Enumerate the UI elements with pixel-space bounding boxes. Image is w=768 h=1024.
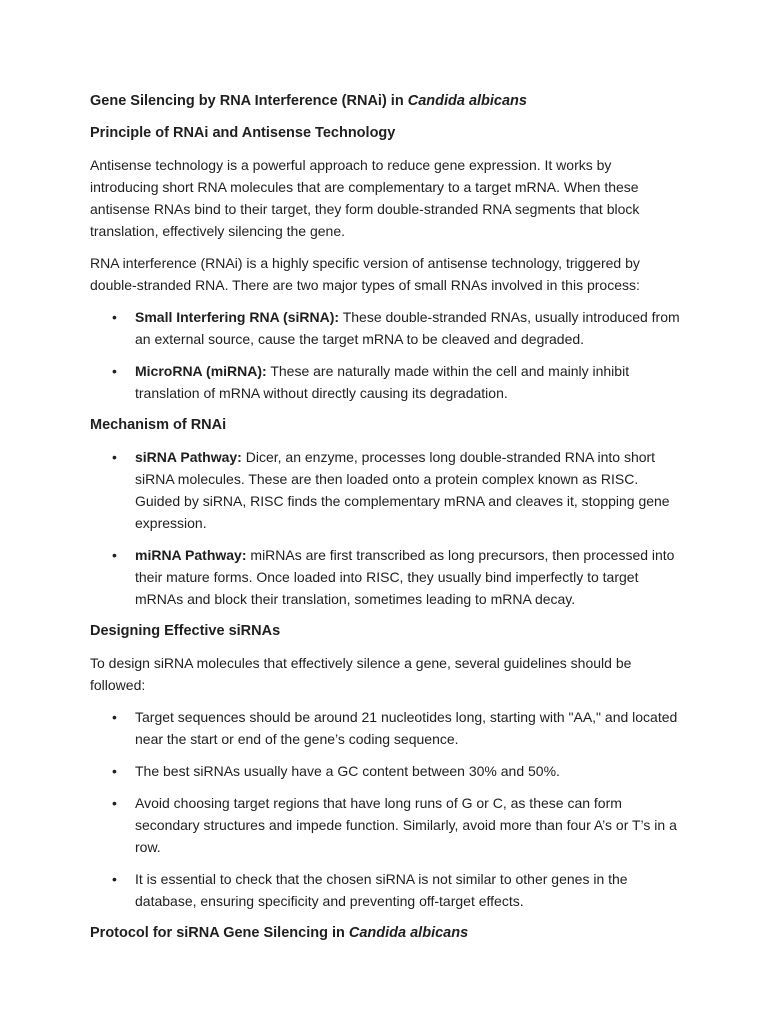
bullet-icon: • [112,795,117,811]
bullet-icon: • [112,871,117,887]
protocol-heading-text: Protocol for siRNA Gene Silencing in [90,925,349,941]
list-item-mirna [90,360,682,404]
bullet-icon: • [112,449,117,465]
list-item [90,760,682,782]
list-item-text: miRNAs are first transcribed as long precursors, then processed into their mature forms. Once loaded into RISC, they usually bind imperfectly to target mRNAs and block their translation, sometimes leading to mRNA decay. [135,547,675,607]
list-item-mirna-pathway [90,544,682,610]
document-page [90,90,682,954]
bullet-icon: • [112,547,117,563]
section-heading-protocol [90,922,682,944]
paragraph-rnai: RNA interference (RNAi) is a highly specific version of antisense technology, triggered by double-stranded RNA. There are two major types of small RNAs involved in this process: [90,255,640,293]
title-organism: Candida albicans [407,93,527,109]
protocol-heading-organism: Candida albicans [348,925,469,941]
bullet-icon: • [112,309,117,325]
section-heading-mechanism: Mechanism of RNAi [90,417,227,433]
list-item-text: It is essential to check that the chosen siRNA is not similar to other genes in the database, ensuring specificity and preventing off-target effects. [135,871,628,909]
list-item-term: Small Interfering RNA (siRNA): [135,309,340,325]
list-item-sirna-pathway [90,446,682,534]
list-item-term: siRNA Pathway: [135,449,242,465]
mechanism-list [90,446,682,610]
bullet-icon: • [112,363,117,379]
list-item-text: These double-stranded RNAs, usually introduced from an external source, cause the target mRNA to be cleaved and degraded. [135,309,680,347]
bullet-icon: • [112,763,117,779]
list-item-text: The best siRNAs usually have a GC content between 30% and 50%. [135,763,560,779]
list-item-term: MicroRNA (miRNA): [135,363,267,379]
list-item-text: Target sequences should be around 21 nucleotides long, starting with "AA," and located near the start or end of the gene’s coding sequence. [135,709,678,747]
list-item-term: miRNA Pathway: [135,547,247,563]
title-text: Gene Silencing by RNA Interference (RNAi) in [90,93,408,109]
list-item-text: Dicer, an enzyme, processes long double-stranded RNA into short siRNA molecules. These are then loaded onto a protein complex known as RISC. Guided by siRNA, RISC finds the complementary mRNA and cleaves it, stopping gene expression. [135,449,670,531]
design-guidelines-list [90,706,682,912]
list-item-text: These are naturally made within the cell and mainly inhibit translation of mRNA without directly causing its degradation. [135,363,630,401]
list-item-sirna [90,306,682,350]
paragraph-design-intro: To design siRNA molecules that effectively silence a gene, several guidelines should be followed: [90,655,632,693]
section-heading-principle: Principle of RNAi and Antisense Technology [90,125,396,141]
section-heading-designing: Designing Effective siRNAs [90,623,281,639]
list-item-text: Avoid choosing target regions that have long runs of G or C, as these can form secondary structures and impede function. Similarly, avoid more than four A’s or T’s in a row. [135,795,677,855]
document-title [90,90,682,112]
list-item [90,706,682,750]
bullet-icon: • [112,709,117,725]
list-item [90,868,682,912]
paragraph-antisense: Antisense technology is a powerful approach to reduce gene expression. It works by introducing short RNA molecules that are complementary to a target mRNA. When these antisense RNAs bind to their target, they form double-stranded RNA segments that block translation, effectively silencing the gene. [90,157,640,239]
list-item [90,792,682,858]
small-rna-types-list [90,306,682,404]
